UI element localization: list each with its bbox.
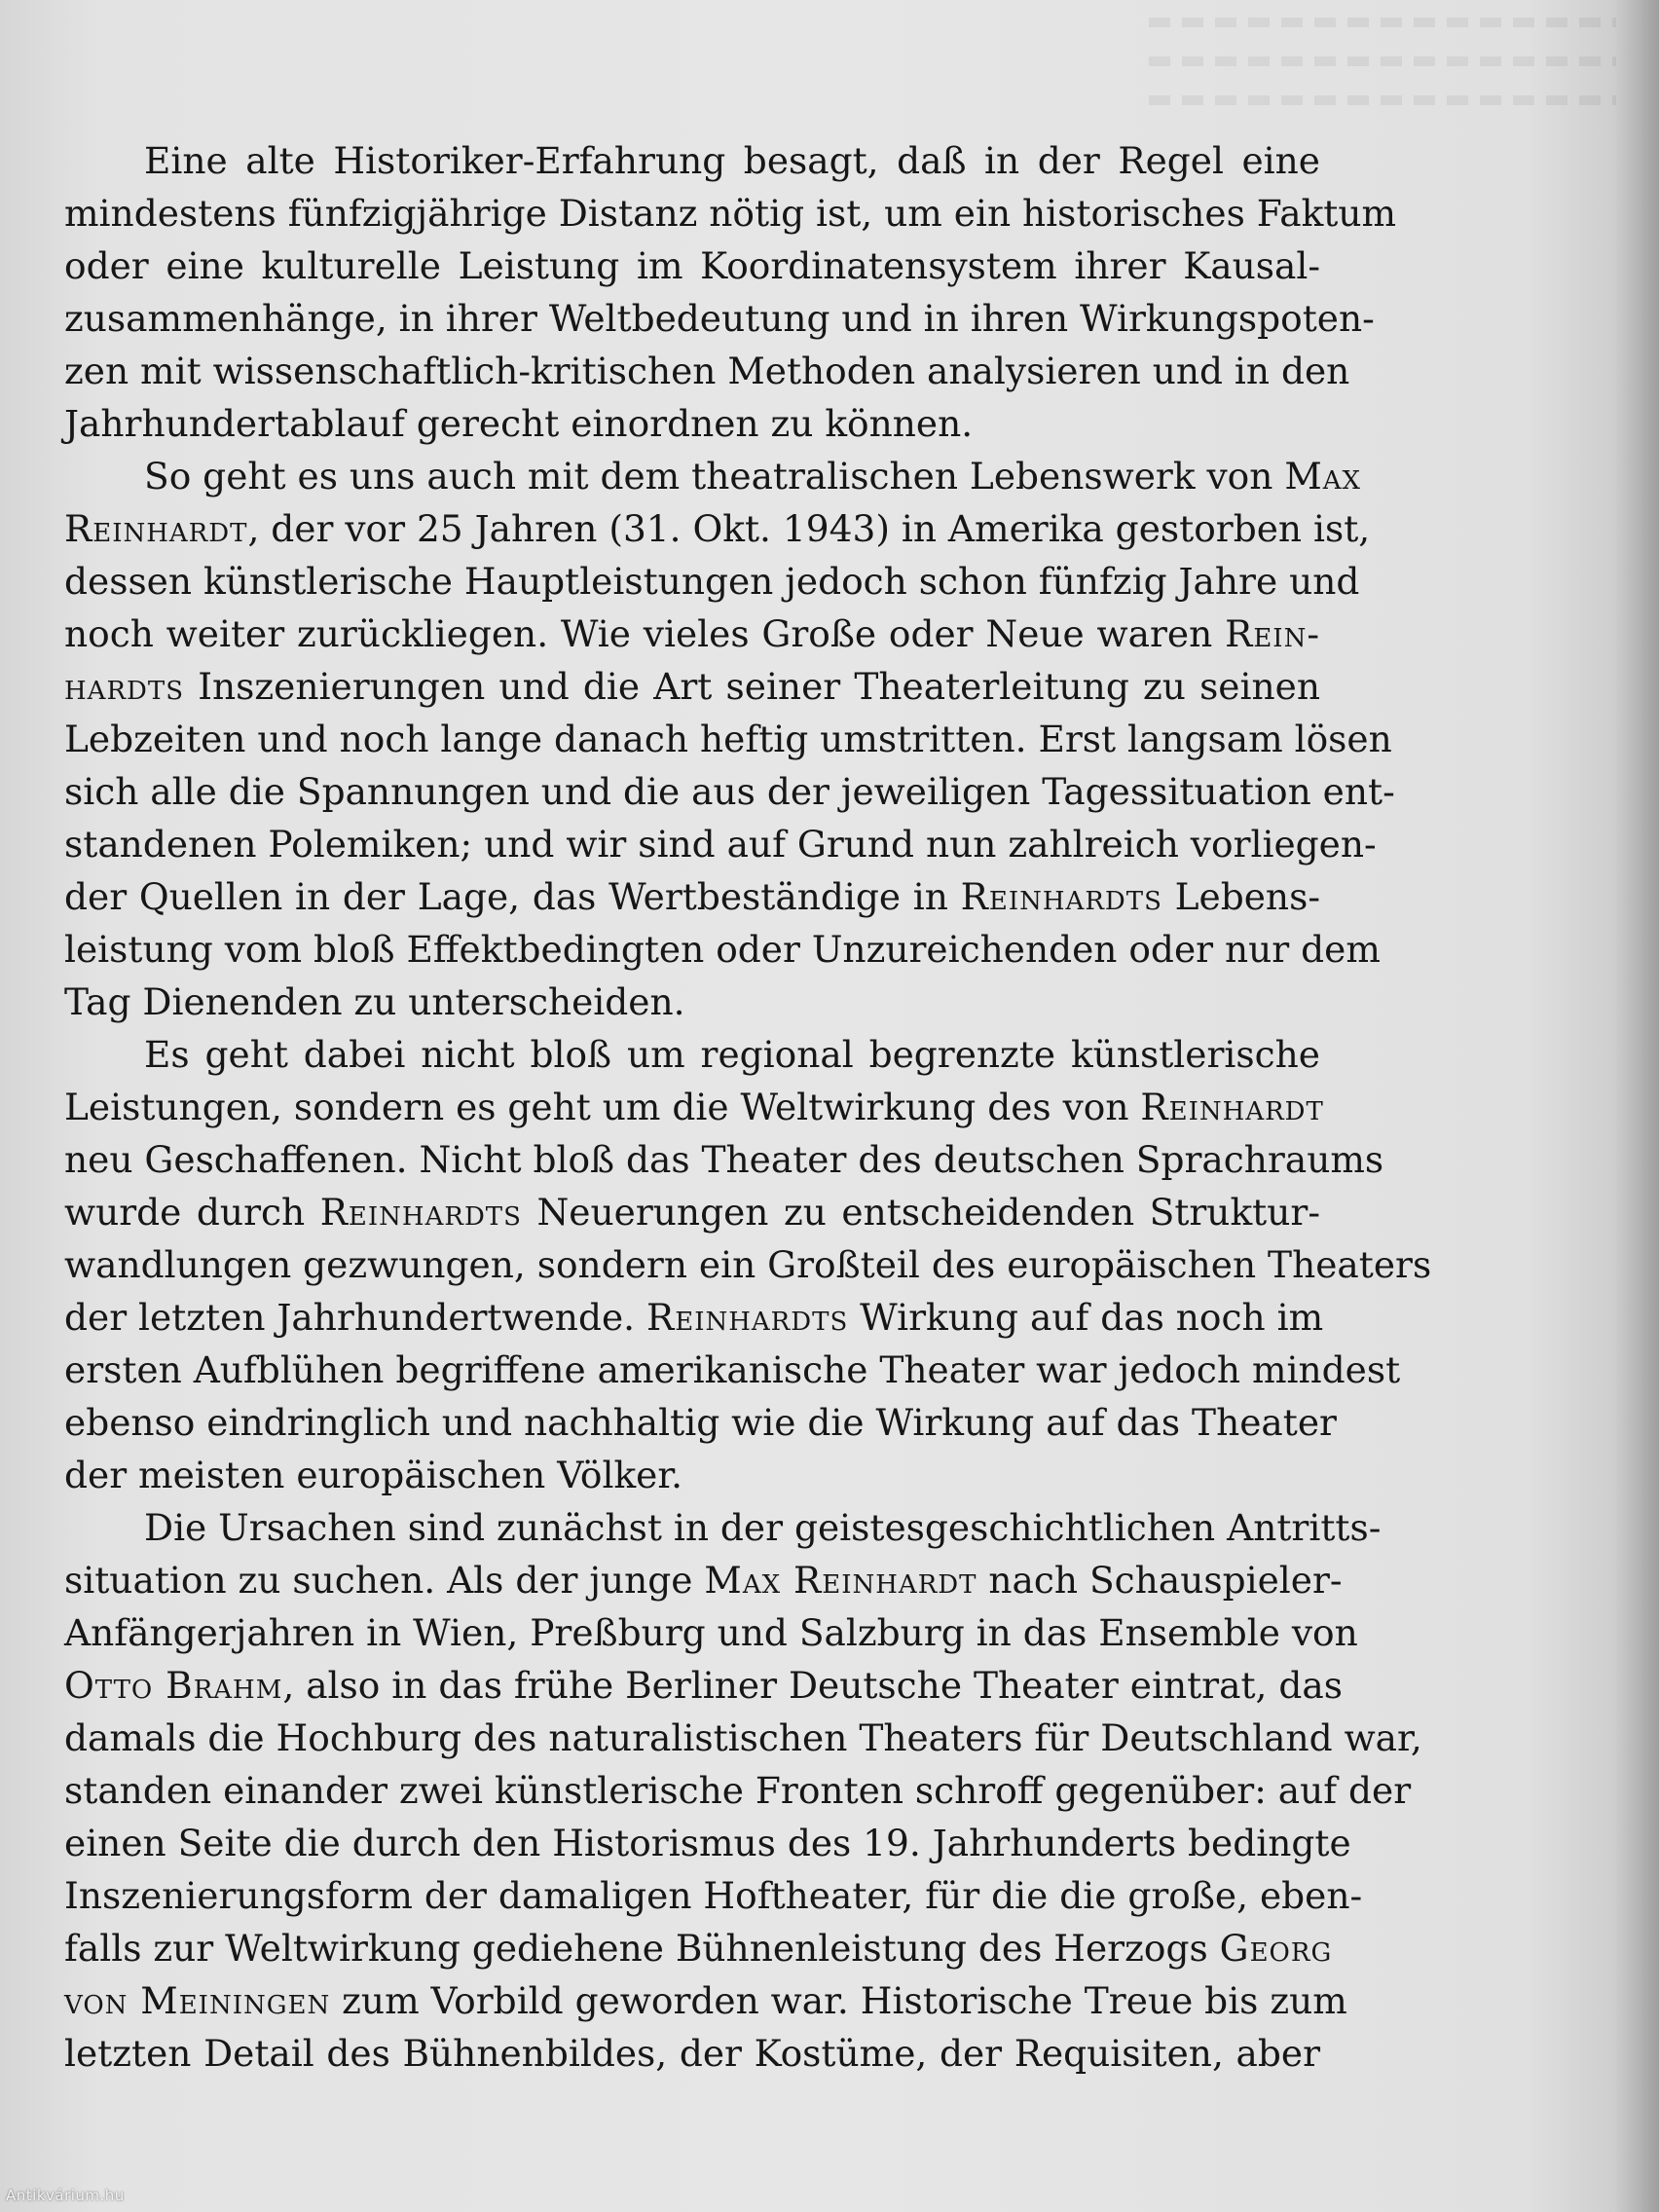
text-line	[64, 240, 1320, 292]
text-run: Lebens-	[1161, 875, 1320, 918]
text-run: der letzten Jahrhundertwende.	[64, 1296, 646, 1339]
name-small-caps: Reinhardt	[64, 507, 248, 550]
text-line	[64, 1449, 1320, 1501]
text-line	[64, 397, 1320, 450]
text-run: wandlungen gezwungen, sondern ein Großteil des europäischen Theaters	[64, 1243, 1432, 1286]
text-line	[64, 1817, 1351, 1869]
bleed-through-line	[1149, 95, 1616, 105]
page-edge-shadow	[1614, 0, 1659, 2212]
name-small-caps: von Meiningen	[64, 1979, 331, 2022]
text-line	[64, 870, 1320, 923]
text-run: wurde durch	[64, 1191, 320, 1234]
text-run: Jahrhundertablauf gerecht einordnen zu können.	[64, 402, 974, 445]
text-run: zum Vorbild geworden war. Historische Treue bis zum	[330, 1979, 1347, 2022]
text-line	[64, 134, 1320, 187]
text-line	[64, 1606, 1358, 1659]
text-run: mindestens fünfzigjährige Distanz nötig ist, um ein historisches Faktum	[64, 192, 1397, 235]
text-line	[64, 1291, 1324, 1344]
text-run: Wirkung auf das noch im	[848, 1296, 1324, 1339]
text-line	[64, 1133, 1384, 1186]
paragraph	[64, 450, 1395, 1028]
text-line	[64, 1974, 1347, 2027]
text-line	[64, 765, 1395, 818]
name-small-caps: Reinhardt	[1140, 1086, 1324, 1128]
text-line	[64, 1186, 1320, 1238]
text-run: Leistungen, sondern es geht um die Weltwirkung des von	[64, 1086, 1141, 1128]
text-line	[64, 502, 1371, 555]
paragraph	[64, 1028, 1432, 1501]
text-line	[64, 292, 1375, 345]
name-small-caps: Otto Brahm	[64, 1664, 283, 1707]
text-run: Inszenierungsform der damaligen Hoftheater, für die die große, eben-	[64, 1874, 1363, 1917]
body-text	[64, 134, 1432, 2080]
text-run: So geht es uns auch mit dem theatralischen Lebenswerk von	[144, 455, 1285, 498]
text-run: ebenso eindringlich und nachhaltig wie die Wirkung auf das Theater	[64, 1401, 1337, 1444]
text-run: situation zu suchen. Als der junge	[64, 1559, 705, 1602]
watermark: Antikvárium.hu	[6, 2187, 125, 2204]
text-run: leistung vom bloß Effektbedingten oder Unzureichenden oder nur dem	[64, 928, 1381, 971]
text-run: einen Seite die durch den Historismus des 19. Jahrhunderts bedingte	[64, 1822, 1351, 1864]
text-line	[64, 713, 1392, 765]
text-line	[64, 1344, 1401, 1396]
text-run: Tag Dienenden zu unterscheiden.	[64, 980, 685, 1023]
text-run: Es geht dabei nicht bloß um regional begrenzte künstlerische	[144, 1033, 1320, 1076]
text-line	[64, 976, 1320, 1028]
text-run: zen mit wissenschaftlich-kritischen Methoden analysieren und in den	[64, 350, 1350, 392]
text-run: der meisten europäischen Völker.	[64, 1454, 683, 1496]
text-line	[64, 1081, 1324, 1133]
text-line	[64, 923, 1381, 976]
text-run: Die Ursachen sind zunächst in der geistesgeschichtlichen Antritts-	[144, 1506, 1382, 1549]
text-run: Neuerungen zu entscheidenden Struktur-	[521, 1191, 1321, 1234]
text-run: damals die Hochburg des naturalistischen Theaters für Deutschland war,	[64, 1716, 1422, 1759]
name-small-caps: Reinhardts	[646, 1296, 849, 1339]
bleed-through-line	[1149, 18, 1616, 27]
text-line	[64, 660, 1320, 713]
text-line	[64, 1238, 1432, 1291]
text-run: noch weiter zurückliegen. Wie vieles Große oder Neue waren	[64, 612, 1226, 655]
text-line	[64, 608, 1320, 660]
name-small-caps: Rein-	[1225, 612, 1320, 655]
text-line	[64, 1712, 1422, 1764]
text-run: letzten Detail des Bühnenbildes, der Kostüme, der Requisiten, aber	[64, 2032, 1320, 2075]
text-run: Eine alte Historiker-Erfahrung besagt, daß in der Regel eine	[144, 139, 1320, 182]
text-run: standen einander zwei künstlerische Fronten schroff gegenüber: auf der	[64, 1769, 1412, 1812]
text-run: standenen Polemiken; und wir sind auf Grund nun zahlreich vorliegen-	[64, 823, 1377, 866]
name-small-caps: Max	[1284, 455, 1361, 498]
text-line	[64, 1869, 1363, 1922]
name-small-caps: Georg	[1219, 1927, 1333, 1970]
text-run: Lebzeiten und noch lange danach heftig umstritten. Erst langsam lösen	[64, 718, 1392, 760]
name-small-caps: hardts	[64, 665, 185, 708]
paragraph	[64, 1501, 1422, 2080]
paragraph	[64, 134, 1397, 450]
text-run: neu Geschaffenen. Nicht bloß das Theater des deutschen Sprachraums	[64, 1138, 1384, 1181]
text-run: dessen künstlerische Hauptleistungen jedoch schon fünfzig Jahre und	[64, 560, 1360, 603]
text-line	[64, 1554, 1343, 1606]
text-run: der Quellen in der Lage, das Wertbeständige in	[64, 875, 961, 918]
text-line	[64, 1922, 1333, 1974]
text-line	[64, 1764, 1412, 1817]
name-small-caps: Reinhardts	[319, 1191, 522, 1234]
text-run: oder eine kulturelle Leistung im Koordinatensystem ihrer Kausal-	[64, 244, 1320, 287]
text-run: falls zur Weltwirkung gediehene Bühnenleistung des Herzogs	[64, 1927, 1220, 1970]
bleed-through-line	[1149, 56, 1616, 66]
text-line	[64, 1501, 1382, 1554]
text-line	[64, 2027, 1320, 2080]
text-run: Inszenierungen und die Art seiner Theaterleitung zu seinen	[184, 665, 1320, 708]
text-line	[64, 1396, 1337, 1449]
text-run: Anfängerjahren in Wien, Preßburg und Salzburg in das Ensemble von	[64, 1611, 1358, 1654]
text-run: zusammenhänge, in ihrer Weltbedeutung und in ihren Wirkungspoten-	[64, 297, 1375, 340]
text-line	[64, 818, 1377, 870]
text-line	[64, 555, 1360, 608]
text-run: nach Schauspieler-	[977, 1559, 1343, 1602]
text-run: , der vor 25 Jahren (31. Okt. 1943) in Amerika gestorben ist,	[247, 507, 1371, 550]
name-small-caps: Reinhardts	[960, 875, 1162, 918]
text-line	[64, 1659, 1343, 1712]
text-run: ersten Aufblühen begriffene amerikanische Theater war jedoch mindest	[64, 1348, 1401, 1391]
name-small-caps: Max Reinhardt	[704, 1559, 977, 1602]
text-run: sich alle die Spannungen und die aus der jeweiligen Tagessituation ent-	[64, 770, 1395, 813]
text-line	[64, 1028, 1320, 1081]
text-line	[64, 187, 1397, 240]
text-run: , also in das frühe Berliner Deutsche Theater eintrat, das	[282, 1664, 1343, 1707]
text-line	[64, 450, 1361, 502]
text-line	[64, 345, 1350, 397]
